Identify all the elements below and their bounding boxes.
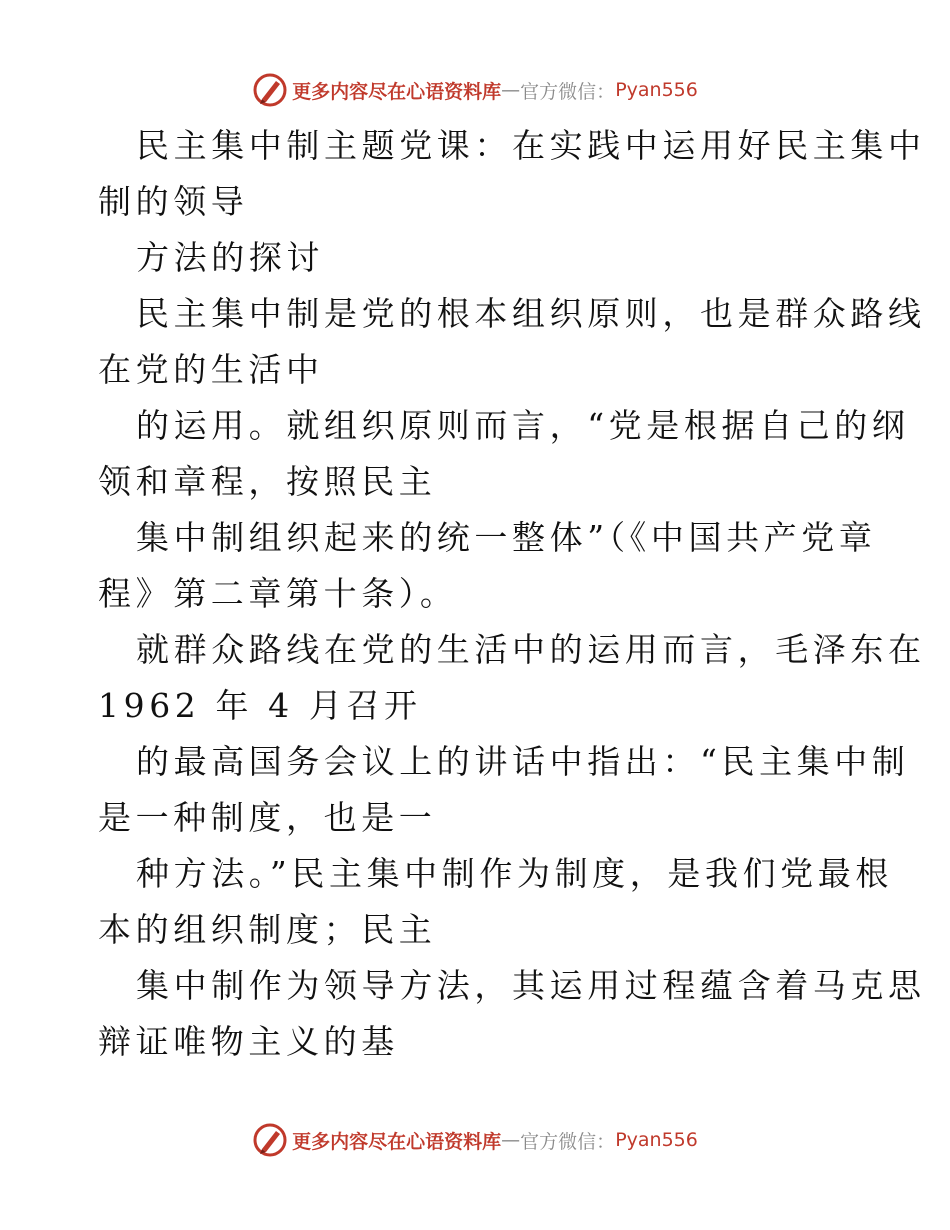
watermark-main-text: 更多内容尽在心语资料库 bbox=[292, 1130, 502, 1153]
body-text: 1962 年 4 月召开 bbox=[98, 686, 422, 725]
watermark-official-label: 官方微信： bbox=[520, 80, 616, 103]
body-text-line bbox=[98, 510, 877, 566]
body-text: 的最高国务会议上的讲话中指出：“民主集中制 bbox=[136, 742, 910, 781]
body-text-line bbox=[98, 398, 910, 454]
body-text-line bbox=[98, 454, 858, 510]
body-text: 制的领导 bbox=[98, 182, 249, 221]
body-text-line bbox=[98, 118, 926, 174]
body-text: 民主集中制是党的根本组织原则，也是群众路线 bbox=[136, 294, 926, 333]
body-text-line bbox=[98, 286, 926, 342]
body-text: 种方法。”民主集中制作为制度，是我们党最根 bbox=[136, 854, 893, 893]
pen-logo-icon bbox=[252, 72, 288, 108]
body-text-line bbox=[98, 1014, 858, 1070]
body-text: 就群众路线在党的生活中的运用而言，毛泽东在 bbox=[136, 630, 926, 669]
body-text-line bbox=[98, 566, 858, 622]
pen-logo-icon bbox=[252, 1122, 288, 1158]
watermark-main-text: 更多内容尽在心语资料库 bbox=[292, 80, 502, 103]
body-text: 是一种制度，也是一 bbox=[98, 798, 437, 837]
body-text: 的运用。就组织原则而言，“党是根据自己的纲 bbox=[136, 406, 910, 445]
body-text: 辩证唯物主义的基 bbox=[98, 1022, 399, 1061]
watermark-dash: — bbox=[501, 79, 521, 101]
body-text: 在党的生活中 bbox=[98, 350, 324, 389]
body-text-line bbox=[98, 846, 893, 902]
watermark-dash: — bbox=[501, 1129, 521, 1151]
body-text: 领和章程，按照民主 bbox=[98, 462, 437, 501]
body-text: 集中制作为领导方法，其运用过程蕴含着马克思 bbox=[136, 966, 926, 1005]
document-body bbox=[98, 118, 926, 1070]
body-text-line bbox=[98, 174, 858, 230]
body-text: 民主集中制主题党课：在实践中运用好民主集中 bbox=[136, 126, 926, 165]
body-text-line bbox=[98, 678, 858, 734]
body-text: 本的组织制度；民主 bbox=[98, 910, 437, 949]
watermark-wechat-id: Pyan556 bbox=[615, 79, 698, 101]
body-text-line bbox=[98, 230, 858, 286]
body-text-line bbox=[98, 902, 858, 958]
body-text-line bbox=[98, 734, 910, 790]
footer-watermark bbox=[0, 1120, 950, 1160]
header-watermark bbox=[0, 70, 950, 110]
body-text: 程》第二章第十条）。 bbox=[98, 574, 458, 613]
body-text-line bbox=[98, 790, 858, 846]
watermark-official-label: 官方微信： bbox=[520, 1130, 616, 1153]
body-text-line bbox=[98, 958, 926, 1014]
body-text: 方法的探讨 bbox=[136, 238, 324, 277]
watermark-wechat-id: Pyan556 bbox=[615, 1129, 698, 1151]
body-text-line bbox=[98, 622, 926, 678]
body-text-line bbox=[98, 342, 858, 398]
body-text: 集中制组织起来的统一整体”（《中国共产党章 bbox=[136, 518, 877, 557]
